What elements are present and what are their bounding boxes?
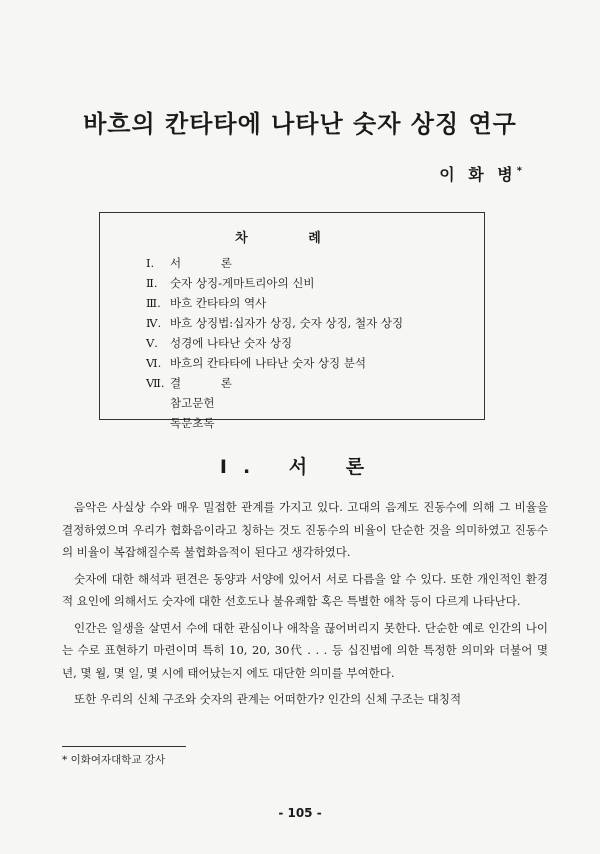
- author-name: [439, 162, 522, 185]
- paragraph: 또한 우리의 신체 구조와 숫자의 관계는 어떠한가? 인간의 신체 구조는 대칭적: [74, 692, 462, 706]
- toc-item-7: [146, 373, 403, 393]
- toc-item-8: [146, 393, 403, 413]
- toc-item-text: 독문초록: [170, 416, 215, 430]
- toc-item-3: [146, 293, 403, 313]
- toc-item-1: [146, 253, 403, 273]
- toc-item-number: Ⅱ.: [146, 276, 158, 290]
- toc-item-text: 바흐 상징법:십자가 상징, 숫자 상징, 철자 상징: [170, 316, 404, 330]
- toc-item-4: [146, 313, 403, 333]
- paragraph: 음악은 사실상 수와 매우 밀접한 관계를 가지고 있다. 고대의 음계도 진동수에 의해 그 비율을 결정하였으며 우리가 협화음이라고 칭하는 것도 진동수의 비율이 단순한 것을 의미하였고 진동수의 비율이 복잡해질수록 불협화음적이 된다고 생각하였다.: [62, 500, 548, 559]
- toc-item-number: Ⅵ.: [146, 356, 162, 370]
- body-text: [62, 496, 548, 715]
- toc-item-text: 참고문헌: [170, 396, 215, 410]
- toc-item-number: Ⅴ.: [146, 336, 158, 350]
- table-of-contents: [99, 212, 485, 430]
- toc-item-2: [146, 273, 403, 293]
- toc-item-text: 바흐의 칸타타에 나타난 숫자 상징 분석: [170, 356, 367, 370]
- toc-list: [146, 253, 403, 433]
- toc-item-6: [146, 353, 403, 373]
- page-number: - 105 -: [278, 806, 322, 820]
- toc-item-9: [146, 413, 403, 433]
- toc-item-text: 결 론: [170, 376, 250, 390]
- toc-item-text: 숫자 상징-게마트리아의 신비: [170, 276, 315, 290]
- paragraph: 숫자에 대한 해석과 편견은 동양과 서양에 있어서 서로 다름을 알 수 있다. 또한 개인적인 환경적 요인에 의해서도 숫자에 대한 선호도나 불유쾌함 혹은 특별한 애착 등이 다르게 나타난다.: [62, 571, 548, 608]
- author-footnote-mark: *: [516, 165, 522, 177]
- toc-item-text: 서 론: [170, 256, 250, 270]
- paragraph: 인간은 일생을 살면서 수에 대한 관심이나 애착을 끊어버리지 못한다. 단순한 예로 인간의 나이는 수로 표현하기 마련이며 특히 10, 20, 30代 . . . 등 십진법에 의한 특정한 의미와 더불어 몇 년, 몇 월, 몇 일, 몇 시에 태어났는지 에도 대단한 의미를 부여한다.: [62, 620, 548, 680]
- toc-item-number: Ⅲ.: [146, 296, 161, 310]
- toc-item-number: Ⅶ.: [146, 376, 165, 390]
- footnote-divider: [62, 746, 186, 747]
- footnote: * 이화여자대학교 강사: [62, 754, 166, 766]
- toc-heading: 차 례: [235, 231, 349, 246]
- toc-item-text: 바흐 칸타타의 역사: [170, 296, 267, 310]
- section-heading: Ⅰ. 서 론: [219, 456, 381, 478]
- paper-title: 바흐의 칸타타에 나타난 숫자 상징 연구: [83, 110, 517, 138]
- author-name-text: 이 화 병: [439, 165, 517, 184]
- toc-item-5: [146, 333, 403, 353]
- toc-item-number: Ⅳ.: [146, 316, 162, 330]
- toc-item-text: 성경에 나타난 숫자 상징: [170, 336, 293, 350]
- toc-item-number: Ⅰ.: [146, 256, 155, 270]
